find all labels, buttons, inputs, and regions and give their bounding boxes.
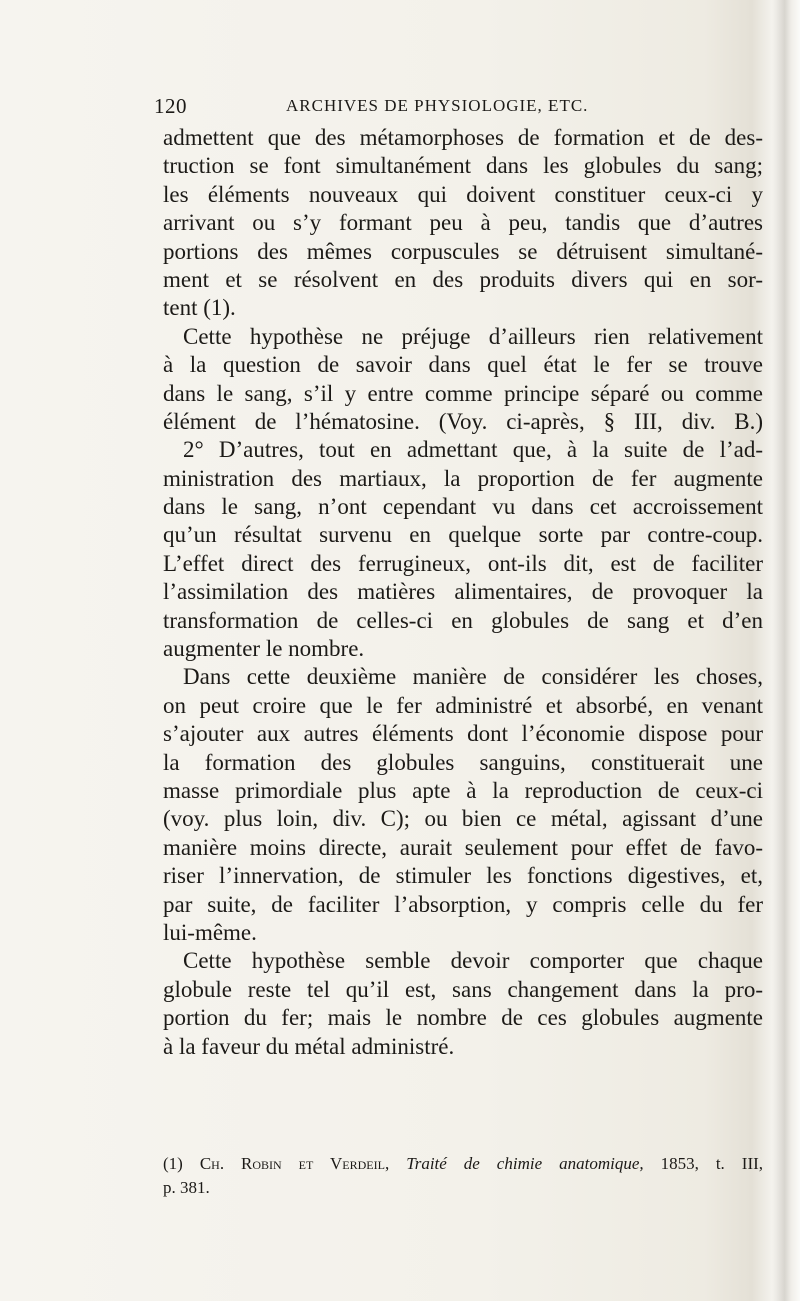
text-line: lui-même. (163, 919, 257, 945)
text-line: s’ajouter aux autres éléments dont l’économie dispose pour (163, 721, 763, 747)
text-line: les éléments nouveaux qui doivent constituer ceux-ci y (163, 181, 763, 207)
text-line: on peut croire que le fer administré et absorbé, en venant (163, 692, 763, 718)
body-text (163, 124, 763, 1061)
text-line: Cette hypothèse ne préjuge d’ailleurs rien relativement (183, 323, 763, 349)
footnote-title: Traité de chimie anatomique, (406, 1154, 644, 1173)
text-line: l’assimilation des matières alimentaires, de provoquer la (163, 579, 763, 605)
text-line: par suite, de faciliter l’absorption, y compris celle du fer (163, 891, 763, 917)
running-head (154, 94, 624, 120)
text-line: truction se font simultanément dans les globules du sang; (163, 153, 763, 179)
text-line: à la faveur du métal administré. (163, 1033, 455, 1059)
text-line: 2° D’autres, tout en admettant que, à la suite de l’ad- (183, 437, 763, 463)
text-line: masse primordiale plus apte à la reproduction de ceux-ci (163, 777, 763, 803)
text-line: ministration des martiaux, la proportion de fer augmente (163, 465, 763, 491)
text-line: ment et se résolvent en des produits divers qui en sor- (163, 266, 763, 292)
text-line: L’effet direct des ferrugineux, ont-ils dit, est de faciliter (163, 550, 763, 576)
text-line: portion du fer; mais le nombre de ces globules augmente (163, 1005, 763, 1031)
text-line: qu’un résultat survenu en quelque sorte par contre-coup. (163, 522, 763, 548)
running-title: ARCHIVES DE PHYSIOLOGIE, ETC. (286, 96, 589, 115)
footnote-details: 1853, t. III, (660, 1154, 764, 1173)
footnote-page-ref: p. 381. (163, 1178, 210, 1197)
text-line: augmenter le nombre. (163, 636, 365, 662)
text-line: élément de l’hématosine. (Voy. ci-après, § III, div. B.) (163, 408, 763, 434)
footnote-marker: (1) (163, 1154, 183, 1173)
text-line: portions des mêmes corpuscules se détruisent simultané- (163, 238, 763, 264)
text-line: arrivant ou s’y formant peu à peu, tandis que d’autres (163, 210, 763, 236)
text-line: Dans cette deuxième manière de considérer les choses, (183, 664, 763, 690)
text-line: globule reste tel qu’il est, sans changement dans la pro- (163, 976, 763, 1002)
page-number: 120 (154, 94, 187, 118)
text-line: à la question de savoir dans quel état le fer se trouve (163, 352, 763, 378)
text-line: tent (1). (163, 295, 236, 321)
footnote-line (163, 1176, 763, 1200)
text-line: dans le sang, s’il y entre comme principe séparé ou comme (163, 380, 763, 406)
footnote-line (163, 1152, 763, 1176)
text-line: manière moins directe, aurait seulement pour effet de favo- (163, 834, 763, 860)
text-line: (voy. plus loin, div. C); ou bien ce métal, agissant d’une (163, 806, 763, 832)
text-line: admettent que des métamorphoses de formation et de des- (163, 125, 763, 150)
text-line: Cette hypothèse semble devoir comporter que chaque (183, 948, 763, 974)
footnote (163, 1152, 763, 1200)
footnote-authors: Ch. Robin et Verdeil, (199, 1154, 390, 1173)
text-line: riser l’innervation, de stimuler les fonctions digestives, et, (163, 863, 763, 889)
text-line: transformation de celles-ci en globules de sang et d’en (163, 607, 763, 633)
page-edge-shadow (772, 0, 800, 1301)
text-line: dans le sang, n’ont cependant vu dans cet accroissement (163, 494, 763, 520)
text-line: la formation des globules sanguins, constituerait une (163, 749, 763, 775)
